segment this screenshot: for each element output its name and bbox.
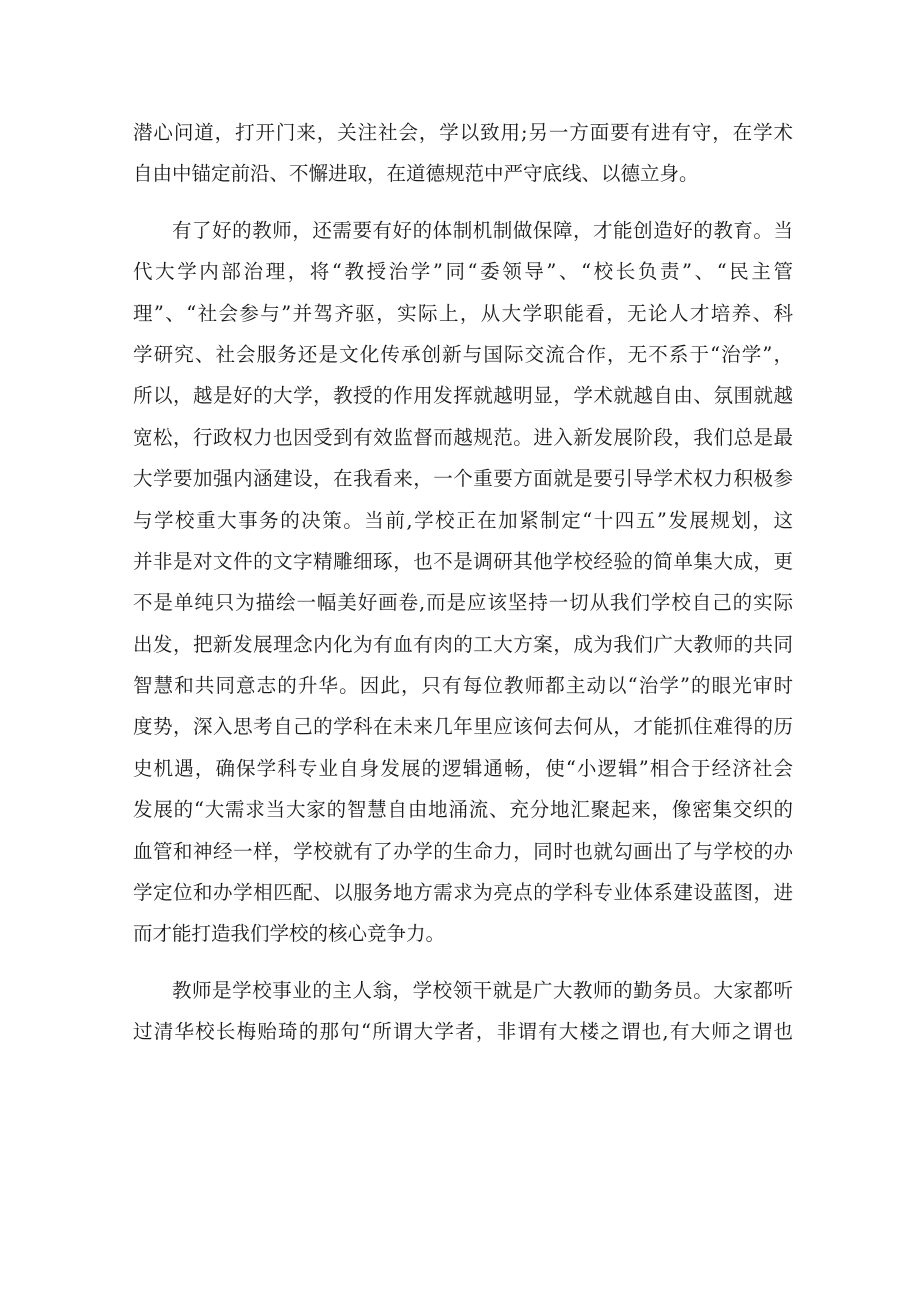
text-line: 度势，深入思考自己的学科在未来几年里应该何去何从，才能抓住难得的历 bbox=[133, 715, 793, 739]
text-line: 自由中锚定前沿、不懈进取，在道德规范中严守底线、以德立身。 bbox=[133, 162, 699, 186]
paragraph-gap bbox=[133, 955, 793, 970]
text-line: 与学校重大事务的决策。当前,学校正在加紧制定“十四五”发展规划，这 bbox=[133, 508, 793, 532]
text-line: 大学要加强内涵建设，在我看来，一个重要方面就是要引导学术权力积极参 bbox=[133, 467, 793, 491]
text-line: 有了好的教师，还需要有好的体制机制做保障，才能创造好的教育。当 bbox=[172, 218, 793, 242]
paragraph-gap bbox=[133, 195, 793, 210]
text-line: 学研究、社会服务还是文化传承创新与国际交流合作，无不系于“治学”， bbox=[133, 342, 793, 366]
text-line: 宽松，行政权力也因受到有效监督而越规范。进入新发展阶段，我们总是最 bbox=[133, 425, 793, 449]
paragraph bbox=[133, 112, 793, 195]
text-line: 过清华校长梅贻琦的那句“所谓大学者，非谓有大楼之谓也,有大师之谓也 bbox=[133, 1020, 793, 1044]
paragraph bbox=[133, 970, 793, 1053]
text-line: 发展的“大需求当大家的智慧自由地涌流、充分地汇聚起来，像密集交织的 bbox=[133, 798, 793, 822]
text-line: 理”、“社会参与”并驾齐驱，实际上，从大学职能看，无论人才培养、科 bbox=[133, 301, 793, 325]
text-line: 潜心问道，打开门来，关注社会，学以致用;另一方面要有进有守，在学术 bbox=[133, 121, 793, 144]
text-line: 学定位和办学相匹配、以服务地方需求为亮点的学科专业体系建设蓝图，进 bbox=[133, 881, 793, 905]
text-line: 教师是学校事业的主人翁，学校领干就是广大教师的勤务员。大家都听 bbox=[172, 978, 793, 1002]
text-line: 并非是对文件的文字精雕细琢，也不是调研其他学校经验的简单集大成，更 bbox=[133, 549, 793, 573]
document-body bbox=[133, 112, 793, 1053]
text-line: 出发，把新发展理念内化为有血有肉的工大方案，成为我们广大教师的共同 bbox=[133, 632, 793, 656]
text-line: 智慧和共同意志的升华。因此，只有每位教师都主动以“治学”的眼光审时 bbox=[133, 674, 793, 698]
text-line: 血管和神经一样，学校就有了办学的生命力，同时也就勾画出了与学校的办 bbox=[133, 839, 793, 863]
text-line: 所以，越是好的大学，教授的作用发挥就越明显，学术就越自由、氛围就越 bbox=[133, 384, 793, 408]
paragraph bbox=[133, 210, 793, 955]
text-line: 代大学内部治理，将“教授治学”同“委领导”、“校长负责”、“民主管 bbox=[133, 260, 793, 284]
text-line: 而才能打造我们学校的核心竞争力。 bbox=[133, 922, 446, 946]
text-line: 史机遇，确保学科专业自身发展的逻辑通畅，使“小逻辑”相合于经济社会 bbox=[133, 756, 793, 780]
text-line: 不是单纯只为描绘一幅美好画卷,而是应该坚持一切从我们学校自己的实际 bbox=[133, 591, 793, 615]
